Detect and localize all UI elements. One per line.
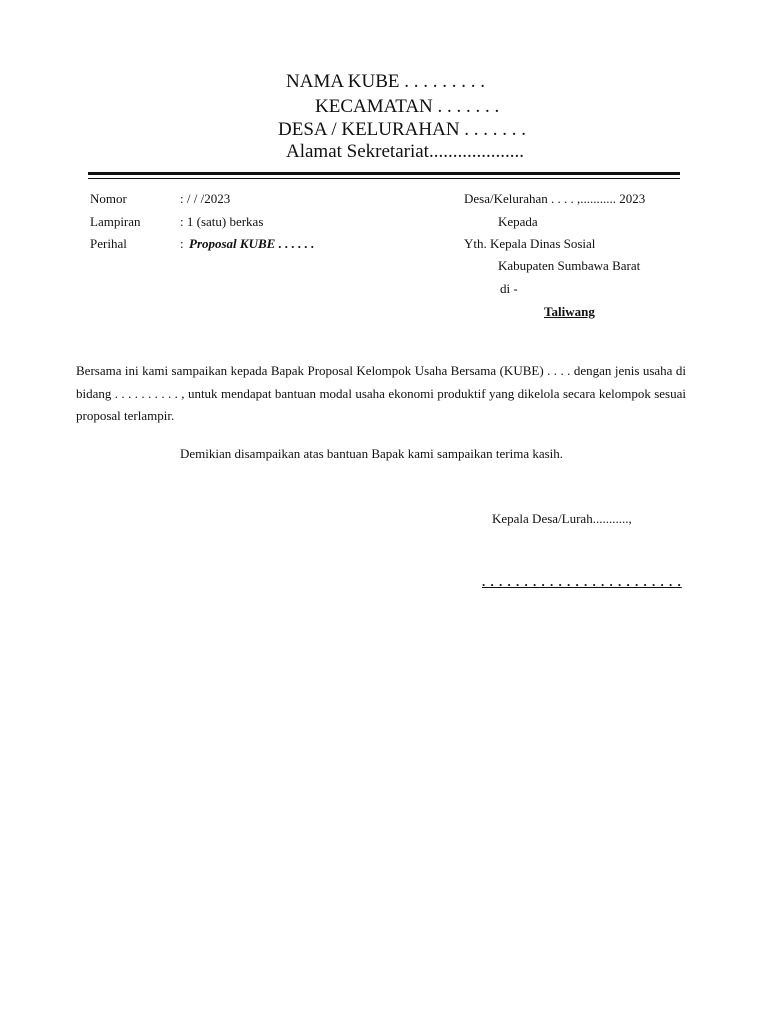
perihal-value: Proposal KUBE . . . . . .: [189, 236, 315, 251]
body-paragraph: Bersama ini kami sampaikan kepada Bapak Proposal Kelompok Usaha Bersama (KUBE) . . . . dengan jenis usaha di bidang . . . . . . . . . . , untuk mendapat bantuan modal usaha ekonomi produktif yang dikelola secara kelompok sesuai proposal terlampir.: [76, 363, 686, 423]
perihal-label: Perihal: [90, 236, 127, 251]
nomor-value: : / / /2023: [180, 191, 231, 206]
letterhead-desa-kelurahan: DESA / KELURAHAN . . . . . . .: [278, 119, 527, 140]
recipient-kepada: Kepada: [498, 214, 538, 229]
place-date: Desa/Kelurahan . . . . ,........... 2023: [464, 191, 646, 206]
letterhead-kecamatan: KECAMATAN . . . . . . .: [315, 96, 500, 117]
lampiran-label: Lampiran: [90, 214, 141, 229]
letterhead-kube-name: NAMA KUBE . . . . . . . . .: [286, 71, 485, 92]
lampiran-value: : 1 (satu) berkas: [180, 214, 264, 229]
signature-name-placeholder: . . . . . . . . . . . . . . . . . . . . . . . .: [482, 574, 682, 589]
recipient-kabupaten: Kabupaten Sumbawa Barat: [498, 258, 641, 273]
letterhead-divider-thick: [88, 172, 680, 175]
letterhead-address: Alamat Sekretariat....................: [286, 141, 524, 162]
recipient-city: Taliwang: [544, 304, 595, 319]
closing-sentence: Demikian disampaikan atas bantuan Bapak kami sampaikan terima kasih.: [180, 446, 564, 461]
nomor-label: Nomor: [90, 191, 127, 206]
recipient-yth: Yth. Kepala Dinas Sosial: [464, 236, 596, 251]
perihal-colon: :: [180, 236, 184, 251]
letterhead-divider-thin: [88, 178, 680, 179]
recipient-di: di -: [500, 281, 518, 296]
signature-title: Kepala Desa/Lurah...........,: [492, 511, 632, 526]
